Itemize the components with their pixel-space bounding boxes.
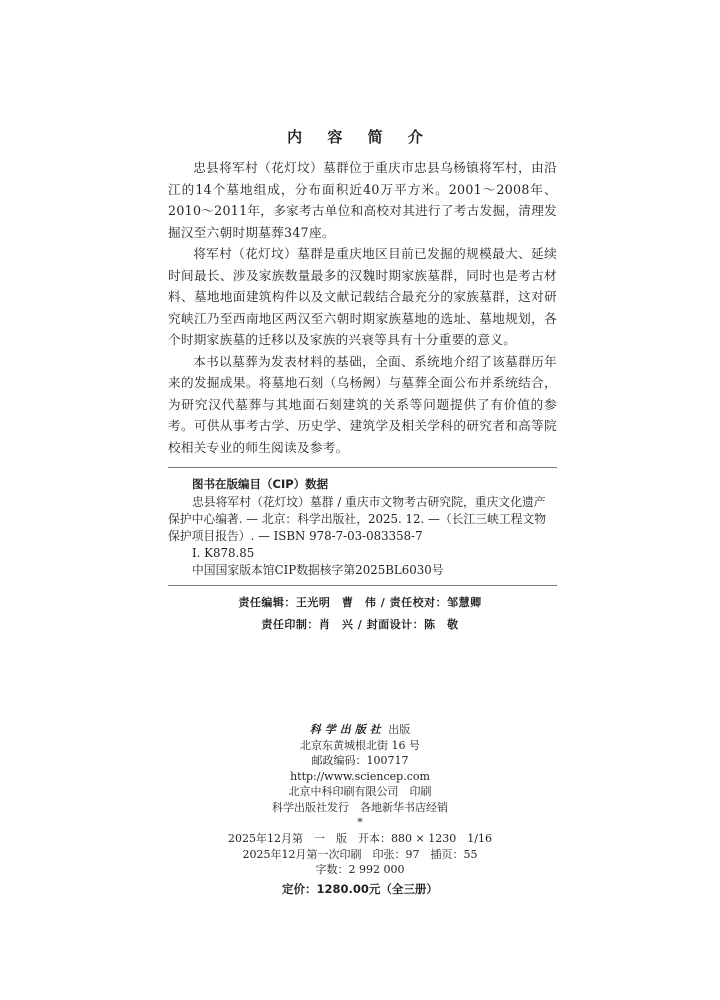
summary-paragraph-2: 将军村（花灯坟）墓群是重庆地区目前已发掘的规模最大、延续时间最长、涉及家族数量最多的汉魏时期家族墓群，同时也是考古材料、墓地地面建筑构件以及文献记载结合最充分的家族墓群，这对研究峡江乃至西南地区两汉至六朝时期家族墓地的选址、墓地规划，各个时期家族墓的迁移以及家族的兴衰等具有十分重要的意义。: [168, 246, 557, 347]
separator-star: *: [357, 816, 363, 829]
cip-data-block: [168, 467, 557, 586]
cip-verification: 中国国家版本馆CIP数据核字第2025BL6030号: [192, 563, 444, 577]
summary-paragraph-3: 本书以墓葬为发表材料的基础，全面、系统地介绍了该墓群历年来的发掘成果。将墓地石刻（乌杨阙）与墓葬全面公布并系统结合，为研究汉代墓葬与其地面石刻建筑的关系等问题提供了有价值的参考。可供从事考古学、历史学、建筑学及相关学科的研究者和高等院校相关专业的师生阅读及参考。: [168, 353, 557, 455]
edition-info: 2025年12月第 一 版 开本：880 × 1230 1/16: [228, 832, 492, 845]
editorial-credits: [0, 592, 720, 636]
publisher-logo-name: 科学出版社: [309, 723, 385, 736]
cip-entry: 忠县将军村（花灯坟）墓群 / 重庆市文物考古研究院，重庆文化遗产保护中心编著. — 北京：科学出版社，2025. 12. —（长江三峡工程文物保护项目报告）. — ISBN 978-7-03-083358-7: [168, 495, 547, 543]
printing-info: 2025年12月第一次印刷 印张：97 插页：55: [242, 847, 478, 861]
divider-bottom: [168, 585, 557, 586]
credits-line-editors: 责任编辑：王光明 曹 伟 / 责任校对：邹慧卿: [238, 596, 482, 609]
publisher-address: 北京东黄城根北街 16 号: [300, 738, 420, 752]
cip-body: [168, 494, 557, 579]
word-count: 字数：2 992 000: [315, 863, 405, 876]
distribution: 科学出版社发行 各地新华书店经销: [272, 800, 448, 814]
printer: 北京中科印刷有限公司 印刷: [288, 785, 432, 798]
summary-paragraph-1: 忠县将军村（花灯坟）墓群位于重庆市忠县乌杨镇将军村，由沿江的14个墓地组成，分布面积近40万平方米。2001～2008年、2010～2011年，多家考古单位和高校对其进行了考古发掘，清理发掘汉至六朝时期墓葬347座。: [168, 160, 557, 240]
publisher-url: http://www.sciencep.com: [290, 769, 430, 783]
content-summary: [168, 157, 557, 458]
credits-line-production: 责任印制：肖 兴 / 封面设计：陈 敬: [261, 618, 459, 631]
publisher-postcode: 邮政编码：100717: [311, 754, 409, 767]
publisher-suffix: 出版: [388, 723, 411, 736]
cip-heading: 图书在版编目（CIP）数据: [192, 477, 329, 491]
price: 定价：1280.00元（全三册）: [282, 881, 438, 896]
cip-classification: Ⅰ. K878.85: [192, 546, 255, 560]
page-title: 内 容 简 介: [287, 128, 433, 146]
publisher-info: [0, 722, 720, 897]
publisher-line: [0, 722, 720, 738]
divider-top: [168, 467, 557, 468]
